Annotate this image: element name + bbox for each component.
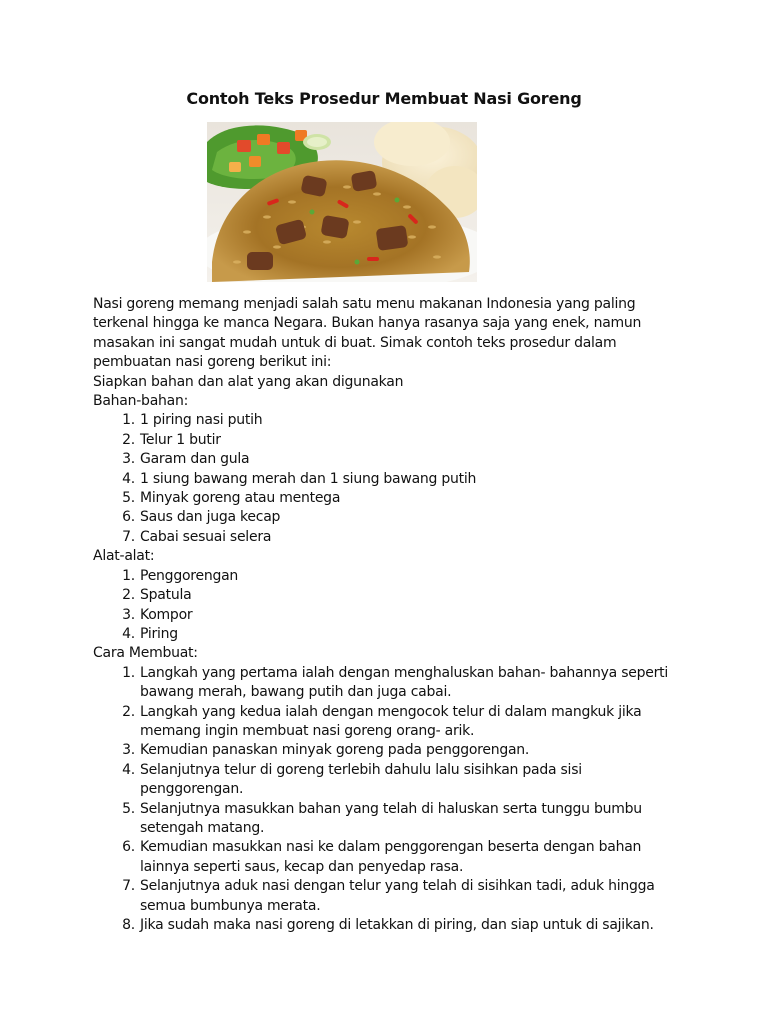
list-item [93, 431, 683, 450]
list-number: 5. [122, 800, 135, 817]
list-number: 5. [122, 490, 135, 507]
list-item [93, 528, 683, 547]
list-item [93, 586, 683, 605]
list-number: 4. [122, 470, 135, 487]
list-text: Telur 1 butir [140, 431, 221, 448]
list-text: Kemudian masukkan nasi ke dalam penggorengan beserta dengan bahan lainnya seperti saus, kecap dan penyedap rasa. [140, 839, 642, 875]
steps-heading: Cara Membuat: [93, 645, 198, 662]
list-text: Selanjutnya aduk nasi dengan telur yang telah di sisihkan tadi, aduk hingga semua bumbunya merata. [140, 878, 655, 914]
list-item [93, 761, 683, 800]
list-number: 7. [122, 878, 135, 895]
nasi-goreng-photo [207, 122, 477, 282]
list-number: 2. [122, 703, 135, 720]
list-text: Jika sudah maka nasi goreng di letakkan di piring, dan siap untuk di sajikan. [140, 917, 654, 933]
list-number: 1. [122, 664, 135, 681]
list-number: 4. [122, 625, 135, 642]
list-item [93, 664, 683, 703]
list-item [93, 606, 683, 625]
list-number: 3. [122, 451, 135, 468]
list-text: Selanjutnya telur di goreng terlebih dahulu lalu sisihkan pada sisi penggorengan. [140, 761, 582, 798]
prep-line: Siapkan bahan dan alat yang akan digunakan [93, 373, 404, 390]
list-text: Minyak goreng atau mentega [140, 490, 341, 507]
list-item [93, 411, 683, 430]
list-text: Langkah yang pertama ialah dengan menghaluskan bahan- bahannya seperti bawang merah, bawang putih dan juga cabai. [140, 664, 668, 701]
intro-paragraph: Nasi goreng memang menjadi salah satu menu makanan Indonesia yang paling terkenal hingga ke manca Negara. Bukan hanya rasanya saja yang enek, namun masakan ini sangat mudah untuk di buat. Simak contoh teks prosedur dalam pembuatan nasi goreng berikut ini: [93, 296, 642, 371]
list-item [93, 838, 683, 877]
list-text: Garam dan gula [140, 451, 250, 468]
list-item [93, 877, 683, 916]
list-text: Kemudian panaskan minyak goreng pada penggorengan. [140, 742, 530, 759]
list-text: Saus dan juga kecap [140, 509, 281, 526]
tools-list [93, 567, 683, 645]
ingredients-heading: Bahan-bahan: [93, 393, 189, 410]
list-item [93, 916, 683, 935]
list-number: 8. [122, 917, 135, 933]
list-number: 3. [122, 742, 135, 759]
document-title: Contoh Teks Prosedur Membuat Nasi Goreng [186, 89, 582, 108]
list-text: Kompor [140, 606, 193, 623]
list-text: Penggorengan [140, 567, 239, 584]
list-number: 2. [122, 431, 135, 448]
list-item [93, 508, 683, 527]
list-item [93, 470, 683, 489]
list-text: Langkah yang kedua ialah dengan mengocok telur di dalam mangkuk jika memang ingin membuat nasi goreng orang- arik. [140, 703, 642, 739]
list-item [93, 450, 683, 469]
list-item [93, 625, 683, 644]
list-text: Cabai sesuai selera [140, 528, 272, 545]
list-item [93, 489, 683, 508]
list-text: Spatula [140, 587, 192, 604]
steps-list [93, 664, 683, 936]
list-number: 4. [122, 761, 135, 778]
list-number: 6. [122, 839, 135, 856]
list-text: 1 siung bawang merah dan 1 siung bawang putih [140, 470, 477, 487]
list-number: 6. [122, 509, 135, 526]
list-item [93, 567, 683, 586]
tools-heading: Alat-alat: [93, 548, 155, 565]
list-item [93, 703, 683, 742]
list-number: 2. [122, 587, 135, 604]
list-text: Piring [140, 625, 178, 642]
list-number: 7. [122, 528, 135, 545]
document-body [93, 295, 683, 935]
ingredients-list [93, 411, 683, 547]
list-number: 1. [122, 567, 135, 584]
list-item [93, 741, 683, 760]
list-text: Selanjutnya masukkan bahan yang telah di haluskan serta tunggu bumbu setengah matang. [140, 800, 642, 836]
list-text: 1 piring nasi putih [140, 412, 263, 429]
list-number: 1. [122, 412, 135, 429]
list-item [93, 800, 683, 839]
list-number: 3. [122, 606, 135, 623]
